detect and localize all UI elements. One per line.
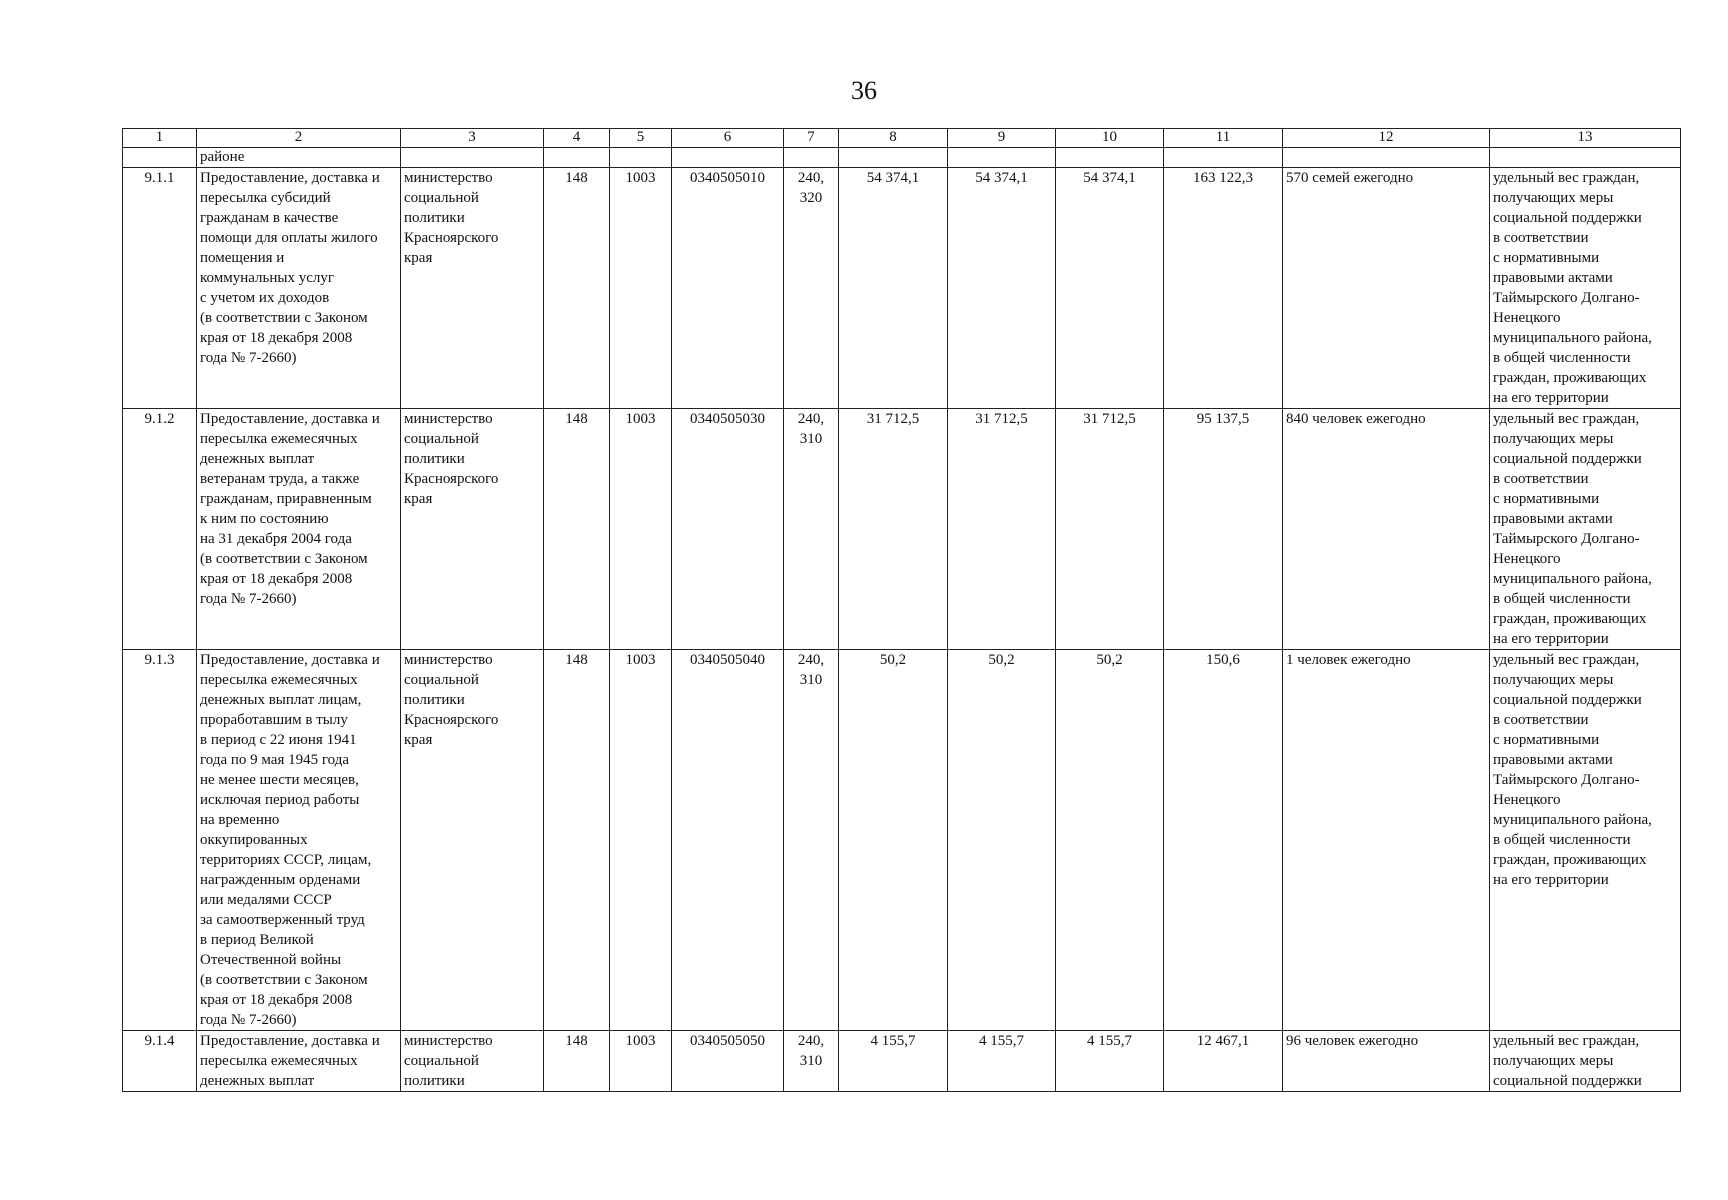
cell-col6: 0340505050 (672, 1031, 784, 1092)
cell-col11: 163 122,3 (1164, 168, 1283, 409)
cell-col10: 54 374,1 (1056, 168, 1164, 409)
cell-col7: 240, 320 (784, 168, 839, 409)
column-header: 1 (123, 129, 197, 148)
cell-col10: 50,2 (1056, 650, 1164, 1031)
column-header: 8 (839, 129, 948, 148)
column-header: 10 (1056, 129, 1164, 148)
column-header: 7 (784, 129, 839, 148)
cell-col9: 50,2 (948, 650, 1056, 1031)
column-header: 3 (401, 129, 544, 148)
item-executor: министерство социальной политики (401, 1031, 544, 1092)
item-executor: министерство социальной политики Красноярского края (401, 168, 544, 409)
column-header: 6 (672, 129, 784, 148)
cell-col8: 54 374,1 (839, 168, 948, 409)
cell-col8: 31 712,5 (839, 409, 948, 650)
page-number: 36 (851, 76, 877, 105)
cell-col7: 240, 310 (784, 650, 839, 1031)
cell-col12: 570 семей ежегодно (1283, 168, 1490, 409)
cell-col5: 1003 (610, 650, 672, 1031)
cell-col4: 148 (544, 168, 610, 409)
item-description: Предоставление, доставка и пересылка ежемесячных денежных выплат ветеранам труда, а также гражданам, приравненным к ним по состоянию на 31 декабря 2004 года (в соответствии с Законом края от 18 декабря 2008 года № 7-2660) (197, 409, 401, 650)
budget-measures-table (122, 128, 1681, 1092)
continuation-row (123, 148, 1681, 168)
cell-col4: 148 (544, 409, 610, 650)
cell-col12: 96 человек ежегодно (1283, 1031, 1490, 1092)
column-header: 11 (1164, 129, 1283, 148)
cell-col9: 31 712,5 (948, 409, 1056, 650)
item-description: Предоставление, доставка и пересылка субсидий гражданам в качестве помощи для оплаты жилого помещения и коммунальных услуг с учетом их доходов (в соответствии с Законом края от 18 декабря 2008 года № 7-2660) (197, 168, 401, 409)
cell-col8: 4 155,7 (839, 1031, 948, 1092)
item-executor: министерство социальной политики Красноярского края (401, 409, 544, 650)
cell-col6: 0340505030 (672, 409, 784, 650)
column-header: 13 (1490, 129, 1681, 148)
item-description: Предоставление, доставка и пересылка ежемесячных денежных выплат лицам, проработавшим в тылу в период с 22 июня 1941 года по 9 мая 1945 года не менее шести месяцев, исключая период работы на временно оккупированных территориях СССР, лицам, награжденным орденами или медалями СССР за самоотверженный труд в период Великой Отечественной войны (в соответствии с Законом края от 18 декабря 2008 года № 7-2660) (197, 650, 401, 1031)
cell-col13: удельный вес граждан, получающих меры социальной поддержки в соответствии с нормативными правовыми актами Таймырского Долгано- Ненецкого муниципального района, в общей численности граждан, проживающих на его территории (1490, 650, 1681, 1031)
column-header: 5 (610, 129, 672, 148)
cell-col11: 95 137,5 (1164, 409, 1283, 650)
cell-col10: 31 712,5 (1056, 409, 1164, 650)
cell-col5: 1003 (610, 409, 672, 650)
item-number: 9.1.3 (123, 650, 197, 1031)
cell-col7: 240, 310 (784, 409, 839, 650)
item-number: 9.1.4 (123, 1031, 197, 1092)
cell-col5: 1003 (610, 1031, 672, 1092)
cell-col13: удельный вес граждан, получающих меры социальной поддержки в соответствии с нормативными правовыми актами Таймырского Долгано- Ненецкого муниципального района, в общей численности граждан, проживающих на его территории (1490, 168, 1681, 409)
cell-col11: 12 467,1 (1164, 1031, 1283, 1092)
cell-col13: удельный вес граждан, получающих меры социальной поддержки (1490, 1031, 1681, 1092)
item-description: Предоставление, доставка и пересылка ежемесячных денежных выплат (197, 1031, 401, 1092)
column-header: 12 (1283, 129, 1490, 148)
cell-col11: 150,6 (1164, 650, 1283, 1031)
cell-col4: 148 (544, 650, 610, 1031)
cell-col5: 1003 (610, 168, 672, 409)
cell-col8: 50,2 (839, 650, 948, 1031)
item-number: 9.1.2 (123, 409, 197, 650)
cell-col6: 0340505040 (672, 650, 784, 1031)
cell-col10: 4 155,7 (1056, 1031, 1164, 1092)
cell-col7: 240, 310 (784, 1031, 839, 1092)
continuation-text: районе (197, 148, 401, 168)
column-header: 9 (948, 129, 1056, 148)
cell-col9: 4 155,7 (948, 1031, 1056, 1092)
cell-col12: 840 человек ежегодно (1283, 409, 1490, 650)
column-header: 2 (197, 129, 401, 148)
cell-col12: 1 человек ежегодно (1283, 650, 1490, 1031)
cell-col9: 54 374,1 (948, 168, 1056, 409)
table-row (123, 168, 1681, 409)
item-number: 9.1.1 (123, 168, 197, 409)
item-executor: министерство социальной политики Красноярского края (401, 650, 544, 1031)
column-header: 4 (544, 129, 610, 148)
cell-col4: 148 (544, 1031, 610, 1092)
table-row (123, 650, 1681, 1031)
cell-col13: удельный вес граждан, получающих меры социальной поддержки в соответствии с нормативными правовыми актами Таймырского Долгано- Ненецкого муниципального района, в общей численности граждан, проживающих на его территории (1490, 409, 1681, 650)
table-row (123, 409, 1681, 650)
column-number-header-row (123, 129, 1681, 148)
table-row (123, 1031, 1681, 1092)
cell-col6: 0340505010 (672, 168, 784, 409)
